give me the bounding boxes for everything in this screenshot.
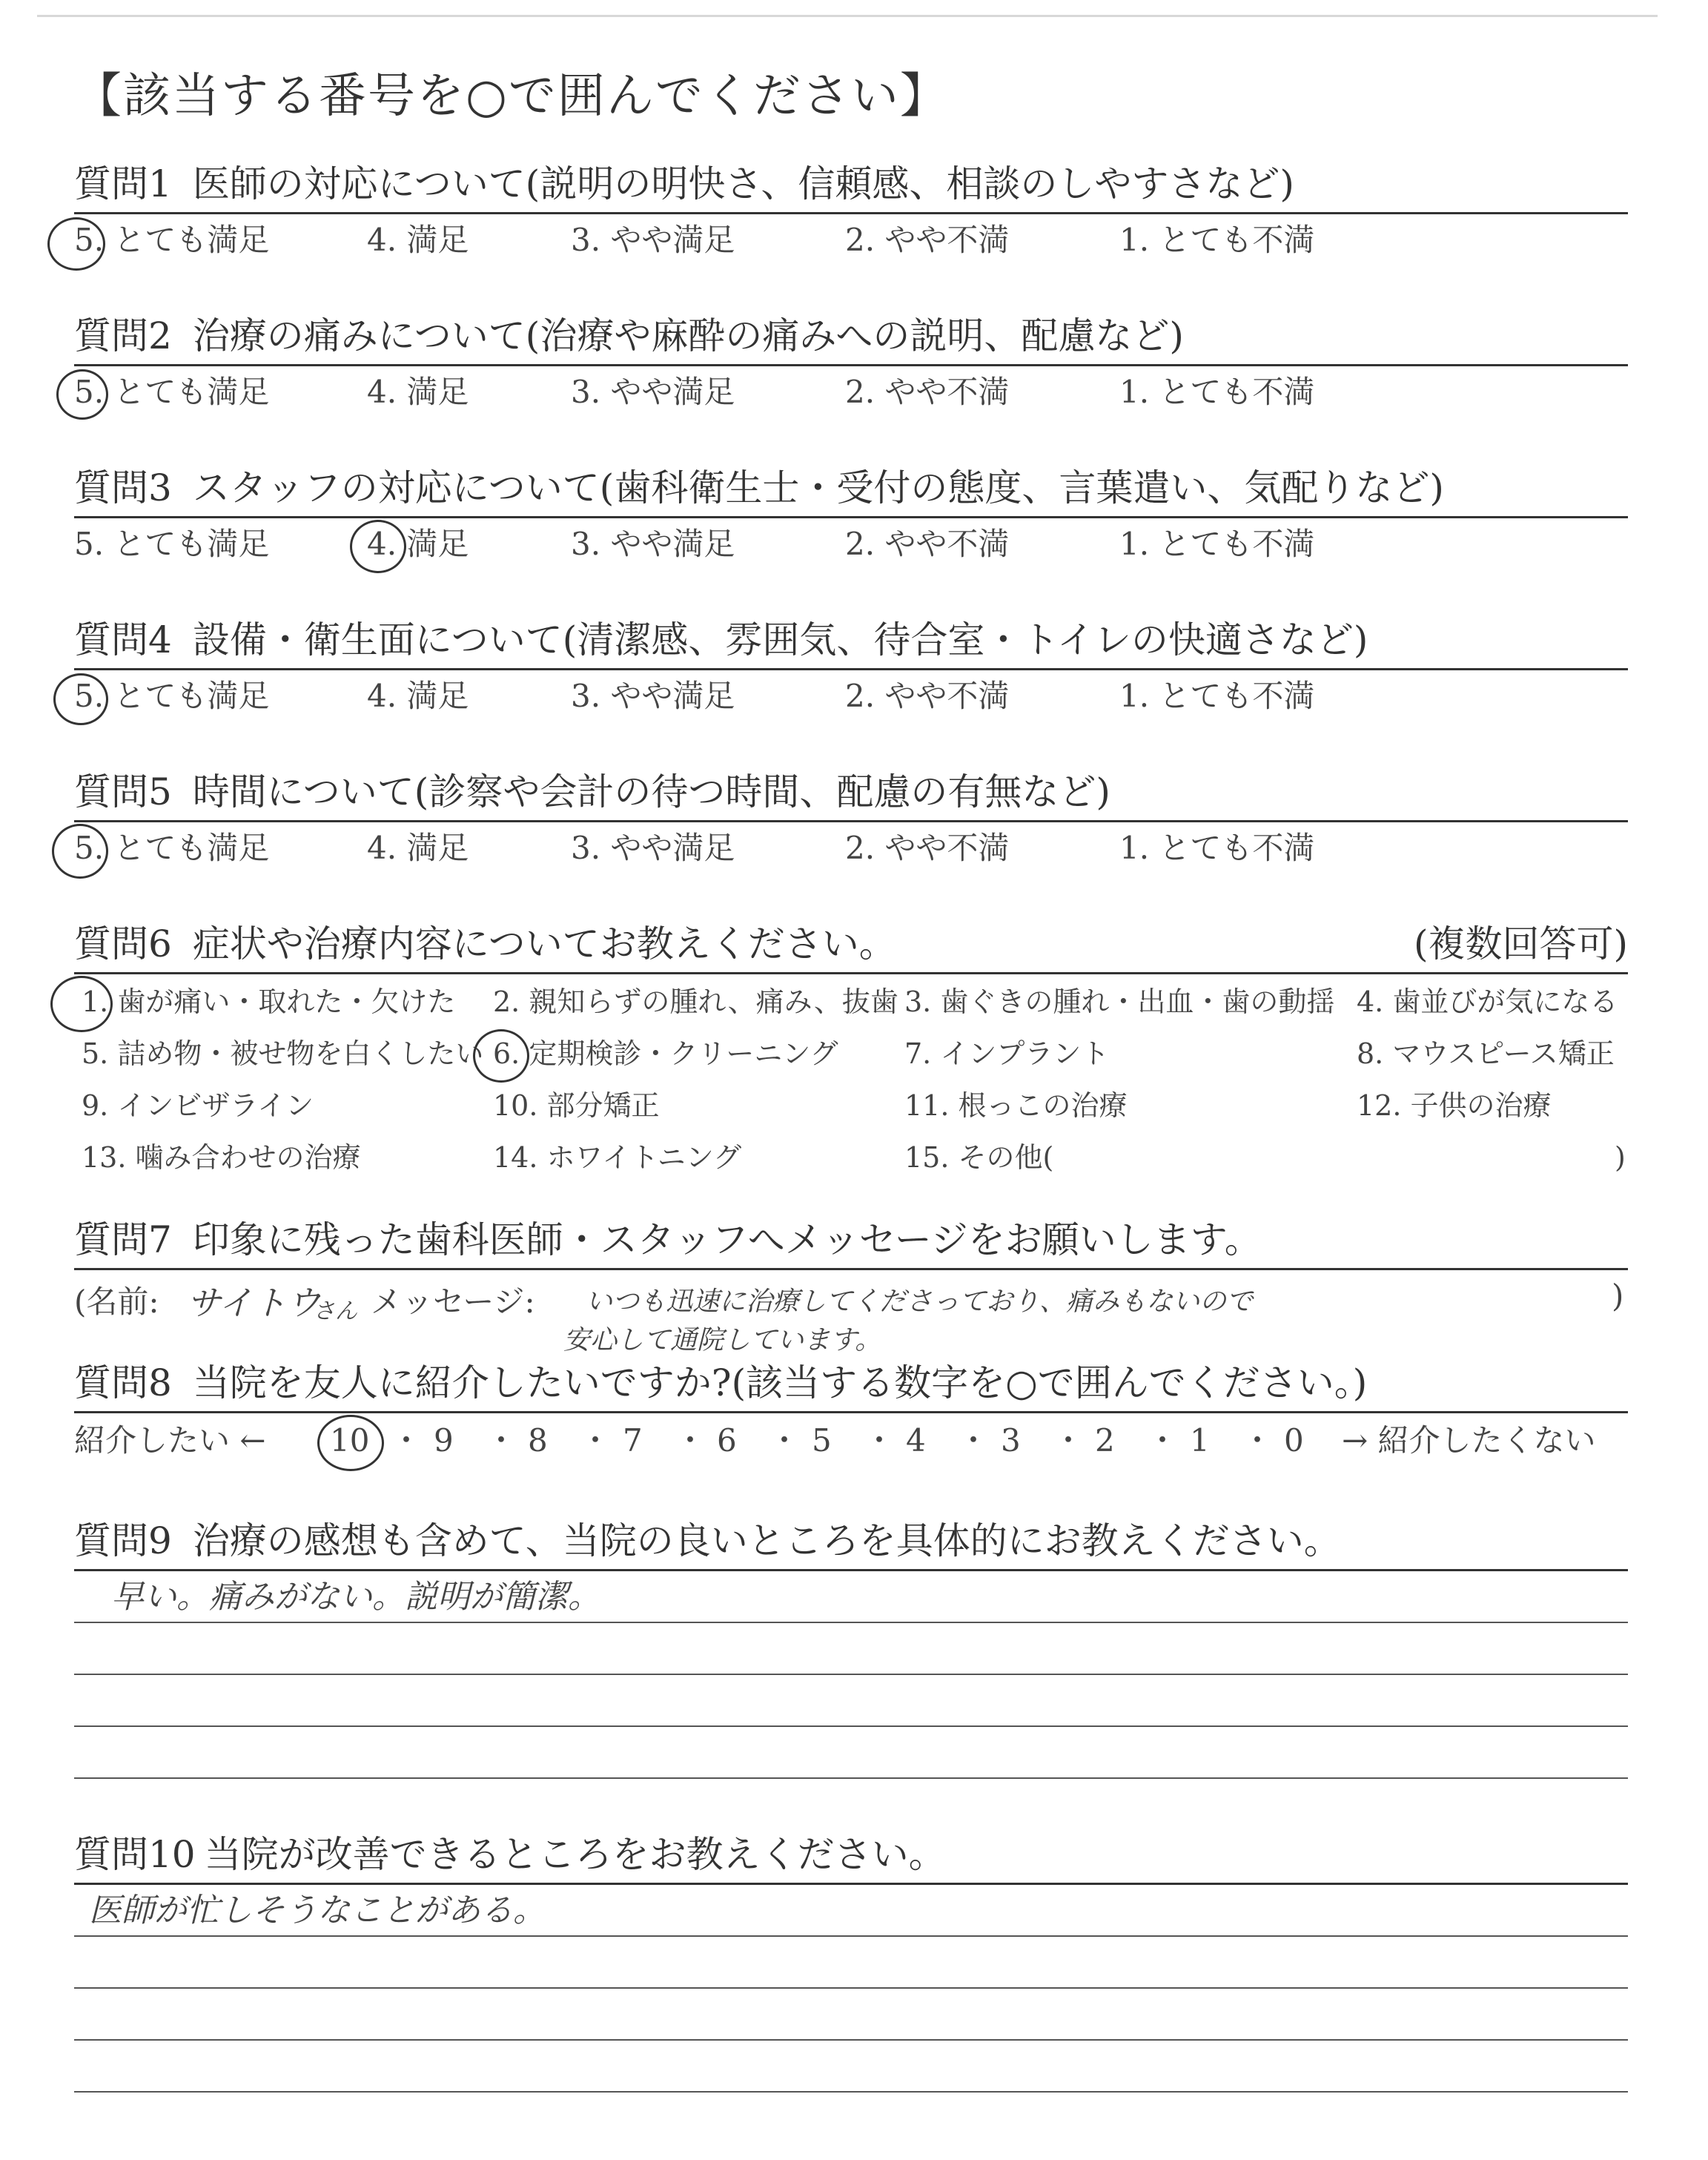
answer-line[interactable]	[74, 1727, 1628, 1779]
close-paren: )	[1612, 1278, 1624, 1314]
name-handwritten: サイトウ	[187, 1283, 321, 1323]
scan-top-edge	[37, 15, 1658, 17]
answer-handwritten: 早い。痛みがない。説明が簡潔。	[111, 1578, 600, 1616]
scale-separator: ・	[1147, 1422, 1179, 1459]
question-number: 質問8	[74, 1361, 172, 1404]
symptom-option[interactable]: 11. 根っこの治療	[904, 1089, 1128, 1122]
question-5	[74, 768, 1628, 874]
scale-left-label: 紹介したい ←	[74, 1422, 266, 1459]
scale-separator: ・	[486, 1422, 517, 1459]
option-3[interactable]: 3. やや満足	[571, 830, 735, 866]
answer-handwritten: 医師が忙しそうなことがある。	[89, 1892, 546, 1929]
option-2[interactable]: 2. やや不満	[845, 678, 1010, 714]
recommend-scale	[74, 1413, 1628, 1468]
answer-line[interactable]	[74, 1989, 1628, 2041]
answer-line[interactable]	[74, 1937, 1628, 1989]
question-6	[74, 920, 1628, 1186]
answer-line[interactable]	[74, 1675, 1628, 1727]
option-1[interactable]: 1. とても不満	[1119, 830, 1315, 866]
rating-options	[74, 822, 1628, 874]
scale-value-1[interactable]: 1	[1190, 1422, 1210, 1459]
answer-line[interactable]	[74, 1885, 1628, 1937]
question-number: 質問3	[74, 466, 172, 509]
scale-separator: ・	[769, 1422, 801, 1459]
symptom-option[interactable]: 14. ホワイトニング	[493, 1141, 742, 1174]
option-3[interactable]: 3. やや満足	[571, 678, 735, 714]
question-text: 当院を友人に紹介したいですか?(該当する数字を○で囲んでください。)	[192, 1361, 1368, 1404]
scale-value-4[interactable]: 4	[906, 1422, 926, 1459]
page-title: 【該当する番号を○で囲んでください】	[74, 69, 949, 124]
option-4[interactable]: 4. 満足	[367, 222, 469, 258]
rating-options	[74, 214, 1628, 266]
symptom-option[interactable]: 13. 噛み合わせの治療	[82, 1141, 361, 1174]
symptom-option[interactable]: 10. 部分矯正	[493, 1089, 660, 1122]
name-label: (名前:	[74, 1284, 159, 1320]
option-1[interactable]: 1. とても不満	[1119, 678, 1315, 714]
scale-separator: ・	[580, 1422, 612, 1459]
question-number: 質問1	[74, 162, 172, 205]
question-text: 医師の対応について(説明の明快さ、信頼感、相談のしやすさなど)	[192, 162, 1294, 205]
question-text: 治療の痛みについて(治療や麻酔の痛みへの説明、配慮など)	[192, 314, 1184, 357]
symptom-options	[74, 979, 1628, 1186]
option-1[interactable]: 1. とても不満	[1119, 374, 1315, 410]
message-area	[74, 1270, 1628, 1359]
option-5[interactable]: 5. とても満足	[74, 526, 270, 562]
question-text: 症状や治療内容についてお教えください。	[192, 922, 896, 965]
divider	[74, 972, 1628, 974]
scale-separator: ・	[958, 1422, 990, 1459]
rating-options	[74, 366, 1628, 418]
question-2	[74, 312, 1628, 418]
question-number: 質問2	[74, 314, 172, 357]
scale-separator: ・	[391, 1422, 423, 1459]
message-label: メッセージ:	[371, 1284, 535, 1320]
question-7	[74, 1216, 1628, 1359]
scale-value-9[interactable]: 9	[434, 1422, 454, 1459]
question-3	[74, 464, 1628, 570]
symptom-option[interactable]: 6. 定期検診・クリーニング	[493, 1037, 838, 1070]
message-handwritten-line1: いつも迅速に治療してくださっており、痛みもないので	[586, 1287, 1254, 1317]
option-3[interactable]: 3. やや満足	[571, 374, 735, 410]
other-close-paren: )	[1615, 1141, 1626, 1174]
symptom-option[interactable]: 5. 詰め物・被せ物を白くしたい	[82, 1037, 484, 1070]
question-text: 設備・衛生面について(清潔感、雰囲気、待合室・トイレの快適さなど)	[192, 618, 1368, 661]
question-8	[74, 1359, 1628, 1468]
question-text: 治療の感想も含めて、当院の良いところを具体的にお教えください。	[192, 1519, 1341, 1562]
question-10	[74, 1831, 1628, 2093]
option-2[interactable]: 2. やや不満	[845, 374, 1010, 410]
option-2[interactable]: 2. やや不満	[845, 830, 1010, 866]
question-number: 質問10	[74, 1833, 196, 1876]
survey-form	[74, 67, 1628, 2093]
option-4[interactable]: 4. 満足	[367, 678, 469, 714]
symptom-option[interactable]: 15. その他(	[904, 1141, 1054, 1174]
scale-value-8[interactable]: 8	[528, 1422, 548, 1459]
option-5[interactable]: 5. とても満足	[74, 830, 270, 866]
question-number: 質問5	[74, 770, 172, 813]
question-1	[74, 160, 1628, 266]
symptom-option[interactable]: 3. 歯ぐきの腫れ・出血・歯の動揺	[904, 985, 1335, 1018]
scale-value-7[interactable]: 7	[623, 1422, 643, 1459]
option-3[interactable]: 3. やや満足	[571, 526, 735, 562]
scale-value-6[interactable]: 6	[717, 1422, 737, 1459]
scale-separator: ・	[1053, 1422, 1085, 1459]
option-5[interactable]: 5. とても満足	[74, 374, 270, 410]
symptom-option[interactable]: 9. インビザライン	[82, 1089, 314, 1122]
option-4[interactable]: 4. 満足	[367, 374, 469, 410]
scale-value-2[interactable]: 2	[1095, 1422, 1115, 1459]
question-number: 質問9	[74, 1519, 172, 1562]
answer-line[interactable]	[74, 2041, 1628, 2093]
symptom-option[interactable]: 1. 歯が痛い・取れた・欠けた	[82, 985, 456, 1018]
question-number: 質問6	[74, 922, 172, 965]
option-4[interactable]: 4. 満足	[367, 526, 469, 562]
question-number: 質問4	[74, 618, 172, 661]
option-1[interactable]: 1. とても不満	[1119, 526, 1315, 562]
option-1[interactable]: 1. とても不満	[1119, 222, 1315, 258]
scale-separator: ・	[1242, 1422, 1274, 1459]
question-9	[74, 1517, 1628, 1779]
question-text: 時間について(診察や会計の待つ時間、配慮の有無など)	[192, 770, 1110, 813]
symptom-option[interactable]: 12. 子供の治療	[1357, 1089, 1552, 1122]
question-text: 当院が改善できるところをお教えください。	[204, 1833, 946, 1876]
question-text: 印象に残った歯科医師・スタッフへメッセージをお願いします。	[192, 1218, 1262, 1261]
scale-separator: ・	[675, 1422, 706, 1459]
answer-line[interactable]	[74, 1623, 1628, 1675]
option-5[interactable]: 5. とても満足	[74, 678, 270, 714]
question-text: スタッフの対応について(歯科衛生士・受付の態度、言葉遣い、気配りなど)	[192, 466, 1444, 509]
rating-options	[74, 670, 1628, 722]
scale-value-0[interactable]: 0	[1284, 1422, 1304, 1459]
option-5[interactable]: 5. とても満足	[74, 222, 270, 258]
symptom-option[interactable]: 8. マウスピース矯正	[1357, 1037, 1615, 1070]
symptom-option[interactable]: 7. インプラント	[904, 1037, 1110, 1070]
symptom-option[interactable]: 4. 歯並びが気になる	[1357, 985, 1618, 1018]
symptom-option[interactable]: 2. 親知らずの腫れ、痛み、抜歯	[493, 985, 898, 1018]
scale-separator: ・	[864, 1422, 896, 1459]
rating-options	[74, 518, 1628, 570]
scale-value-3[interactable]: 3	[1001, 1422, 1021, 1459]
question-number: 質問7	[74, 1218, 172, 1261]
message-handwritten-line2: 安心して通院しています。	[563, 1325, 882, 1355]
answer-line[interactable]	[74, 1571, 1628, 1623]
question-4	[74, 616, 1628, 722]
option-2[interactable]: 2. やや不満	[845, 526, 1010, 562]
scale-value-10[interactable]: 10	[330, 1422, 370, 1459]
scale-right-label: → 紹介したくない	[1342, 1422, 1596, 1459]
multiple-answers-note: (複数回答可)	[1413, 922, 1628, 965]
option-4[interactable]: 4. 満足	[367, 830, 469, 866]
scale-value-5[interactable]: 5	[812, 1422, 832, 1459]
option-2[interactable]: 2. やや不満	[845, 222, 1010, 258]
name-suffix-handwritten: さん	[313, 1298, 357, 1324]
option-3[interactable]: 3. やや満足	[571, 222, 735, 258]
